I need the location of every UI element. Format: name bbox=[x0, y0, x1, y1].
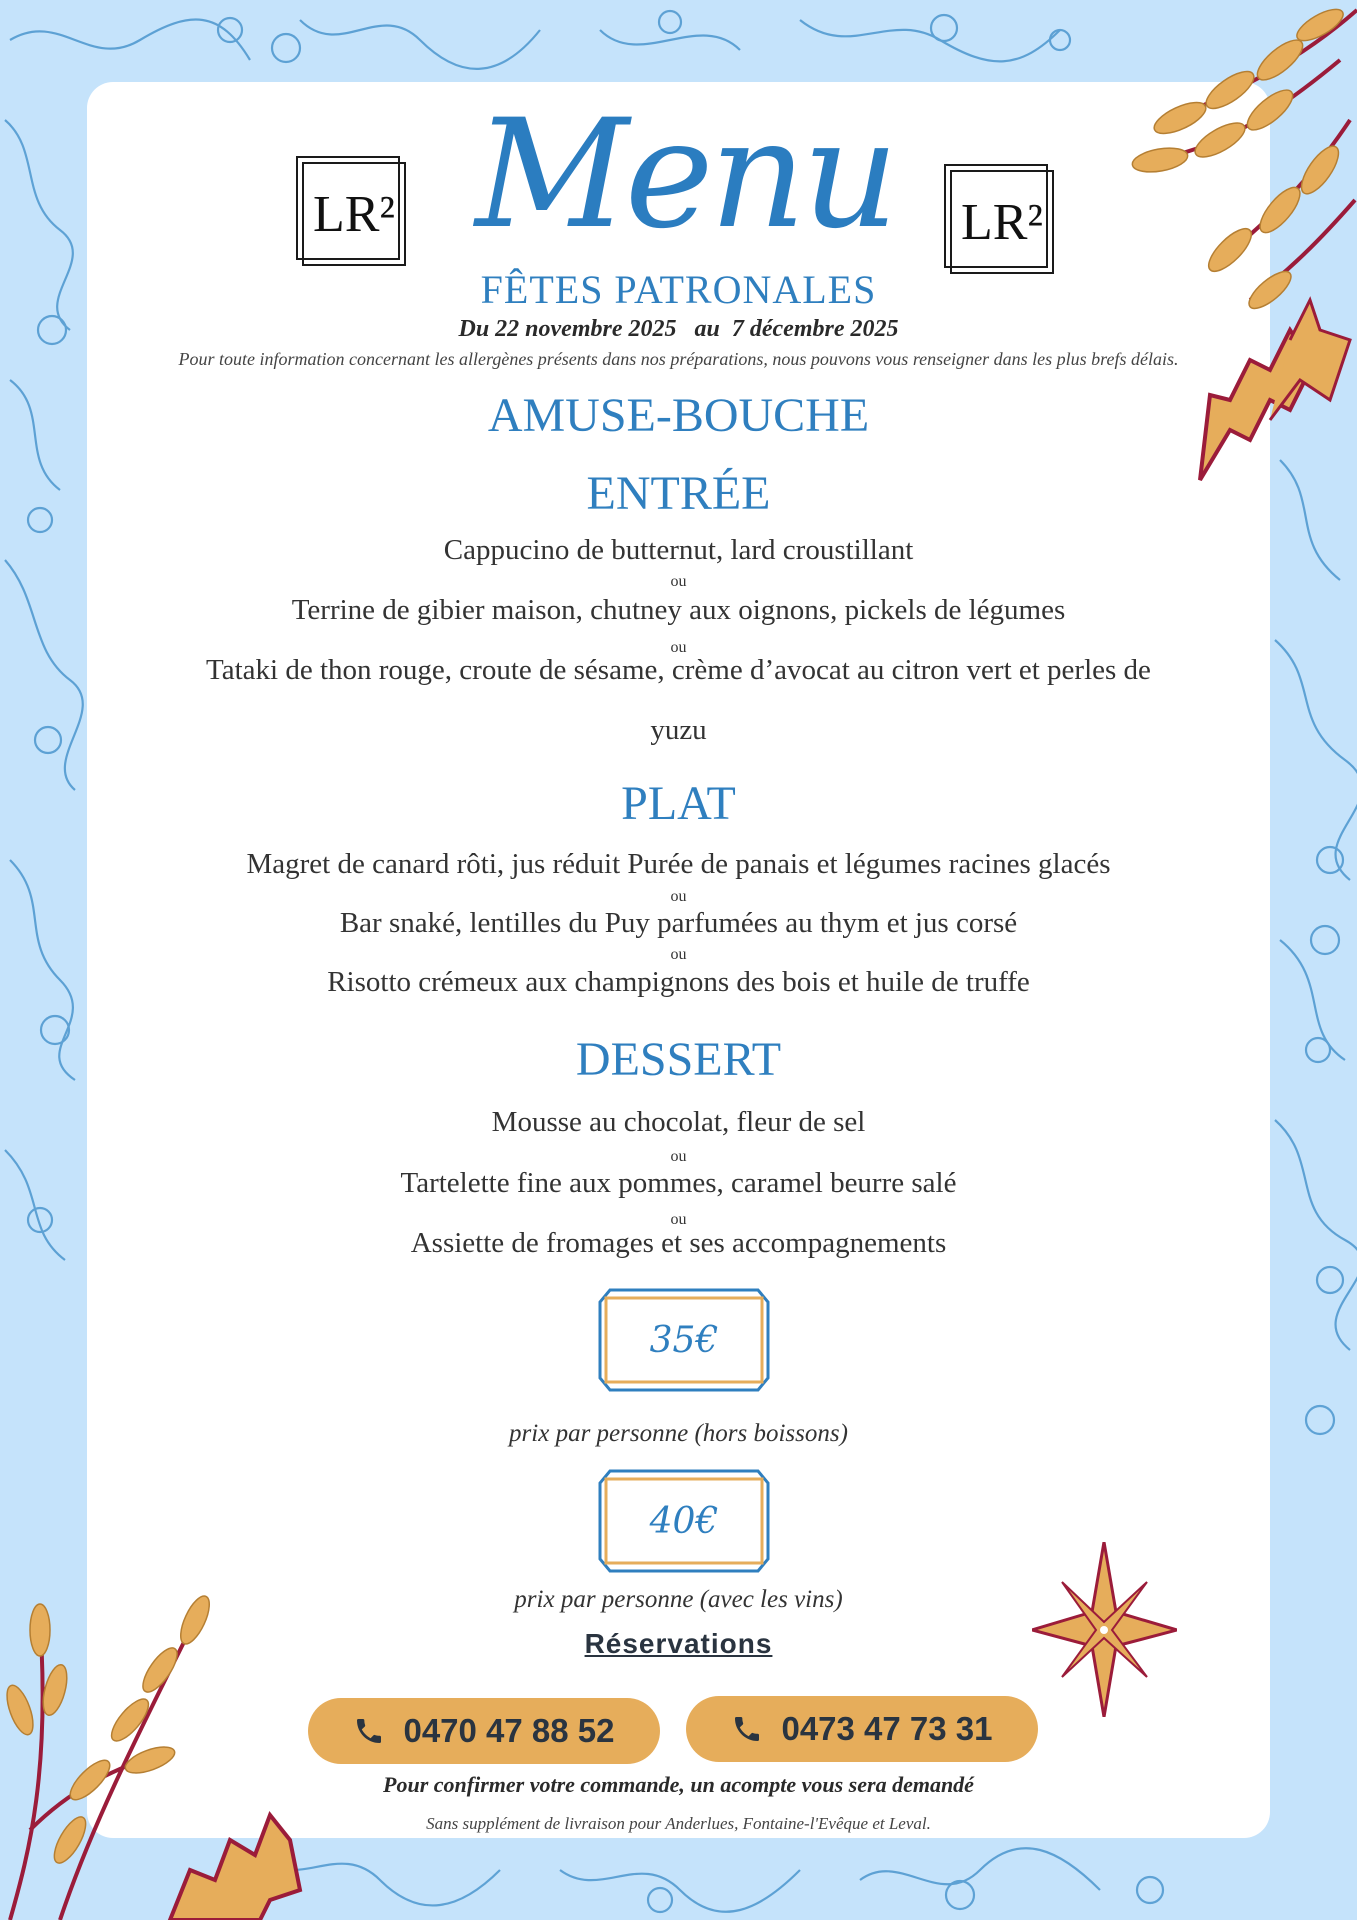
phone-icon bbox=[731, 1713, 763, 1745]
menu-title: Menu bbox=[475, 88, 895, 262]
phone-icon bbox=[353, 1715, 385, 1747]
date-to: 7 décembre 2025 bbox=[731, 316, 899, 342]
section-title-dessert: DESSERT bbox=[575, 1033, 782, 1086]
delivery-note: Sans supplément de livraison pour Anderlues, Fontaine-l'Evêque et Leval. bbox=[426, 1814, 931, 1833]
phone-button-2[interactable] bbox=[686, 1696, 1038, 1762]
separator-ou: ou bbox=[670, 1148, 687, 1165]
plat-item: Risotto crémeux aux champignons des bois et huile de truffe bbox=[327, 966, 1030, 998]
entree-item-continued: yuzu bbox=[650, 714, 707, 746]
section-title-entree: ENTRÉE bbox=[586, 467, 771, 520]
phone-button-1[interactable] bbox=[308, 1698, 660, 1764]
dessert-item: Assiette de fromages et ses accompagnements bbox=[410, 1227, 947, 1259]
entree-item: Tataki de thon rouge, croute de sésame, crème d’avocat au citron vert et perles de bbox=[206, 654, 1151, 686]
allergen-note: Pour toute information concernant les allergènes présents dans nos préparations, nous pouvons vous renseigner dans les plus brefs délais. bbox=[178, 349, 1179, 369]
plat-item: Bar snaké, lentilles du Puy parfumées au thym et jus corsé bbox=[339, 907, 1018, 939]
leaf-branch-icon bbox=[0, 1570, 330, 1920]
logo-left bbox=[302, 162, 406, 266]
separator-ou: ou bbox=[670, 946, 687, 963]
date-from: Du 22 novembre 2025 bbox=[458, 316, 677, 342]
phone-number: 0473 47 73 31 bbox=[781, 1710, 993, 1747]
phone-number: 0470 47 88 52 bbox=[403, 1712, 615, 1749]
date-range bbox=[0, 316, 1357, 343]
event-subtitle: FÊTES PATRONALES bbox=[480, 267, 877, 312]
price-box-2 bbox=[598, 1469, 770, 1573]
logo-text: LR² bbox=[312, 185, 396, 243]
plat-item: Magret de canard rôti, jus réduit Purée de panais et légumes racines glacés bbox=[246, 848, 1111, 880]
price-box-1 bbox=[598, 1288, 770, 1392]
dessert-item: Mousse au chocolat, fleur de sel bbox=[491, 1106, 866, 1138]
price-note: prix par personne (avec les vins) bbox=[514, 1586, 843, 1613]
separator-ou: ou bbox=[670, 573, 687, 590]
entree-item: Cappucino de butternut, lard croustillant bbox=[443, 534, 914, 566]
section-title-plat: PLAT bbox=[621, 777, 736, 830]
separator-ou: ou bbox=[670, 1211, 687, 1228]
price-amount: 40€ bbox=[649, 1500, 719, 1542]
logo-right bbox=[950, 170, 1054, 274]
dessert-item: Tartelette fine aux pommes, caramel beurre salé bbox=[400, 1167, 957, 1199]
separator-ou: ou bbox=[670, 888, 687, 905]
logo-text: LR² bbox=[960, 193, 1044, 251]
reservations-title: Réservations bbox=[584, 1628, 773, 1659]
price-note: prix par personne (hors boissons) bbox=[509, 1420, 848, 1447]
separator-ou: ou bbox=[670, 639, 687, 656]
deposit-note: Pour confirmer votre commande, un acompte vous sera demandé bbox=[383, 1772, 974, 1797]
price-amount: 35€ bbox=[649, 1319, 719, 1361]
section-title-amuse-bouche: AMUSE-BOUCHE bbox=[487, 389, 870, 442]
date-separator: au bbox=[694, 316, 720, 342]
entree-item: Terrine de gibier maison, chutney aux oignons, pickels de légumes bbox=[291, 594, 1066, 626]
